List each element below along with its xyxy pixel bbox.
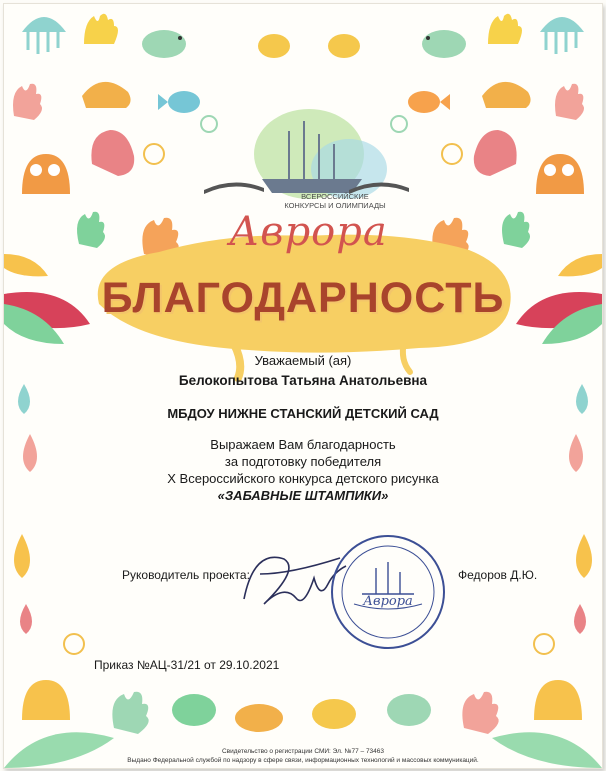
logo-emblem <box>204 109 409 199</box>
message-line2: за подготовку победителя <box>224 454 382 469</box>
contest-name: «ЗАБАВНЫЕ ШТАМПИКИ» <box>217 488 389 503</box>
order-number: Приказ №АЦ-31/21 от 29.10.2021 <box>94 658 280 672</box>
stamp-text: Аврора <box>363 594 413 609</box>
footer-registration: Свидетельство о регистрации СМИ: Эл. №77 – 73463 <box>221 748 385 755</box>
bird-icon <box>142 30 466 58</box>
drop-icon <box>14 384 592 634</box>
hedgehog-icon <box>82 82 531 108</box>
organization-name: МБДОУ НИЖНЕ СТАНСКИЙ ДЕТСКИЙ САД <box>167 406 439 421</box>
message <box>4 436 602 487</box>
certificate-headline: БЛАГОДАРНОСТЬ <box>101 274 505 322</box>
recipient-name: Белокопытова Татьяна Анатольевна <box>178 373 428 388</box>
message-line1: Выражаем Вам благодарность <box>210 437 396 452</box>
brand-subtitle-line2: КОНКУРСЫ И ОЛИМПИАДЫ <box>284 201 386 210</box>
brand-subtitle-line1: ВСЕРОССИЙСКИЕ <box>301 192 369 201</box>
footer-issuer: Выдано Федеральной службой по надзору в сфере связи, информационных технологий и массовых коммуникаций. <box>127 757 479 764</box>
brand-subtitle <box>250 192 420 210</box>
certificate-page <box>3 3 603 769</box>
signatory-name: Федоров Д.Ю. <box>458 568 538 582</box>
signatory-label: Руководитель проекта: <box>122 568 250 582</box>
greeting: Уважаемый (ая) <box>254 353 352 368</box>
brand-title: Аврора <box>229 209 388 255</box>
message-line3: X Всероссийского конкурса детского рисунка <box>167 471 439 486</box>
signature-scribble <box>244 557 346 604</box>
official-stamp <box>332 536 444 648</box>
